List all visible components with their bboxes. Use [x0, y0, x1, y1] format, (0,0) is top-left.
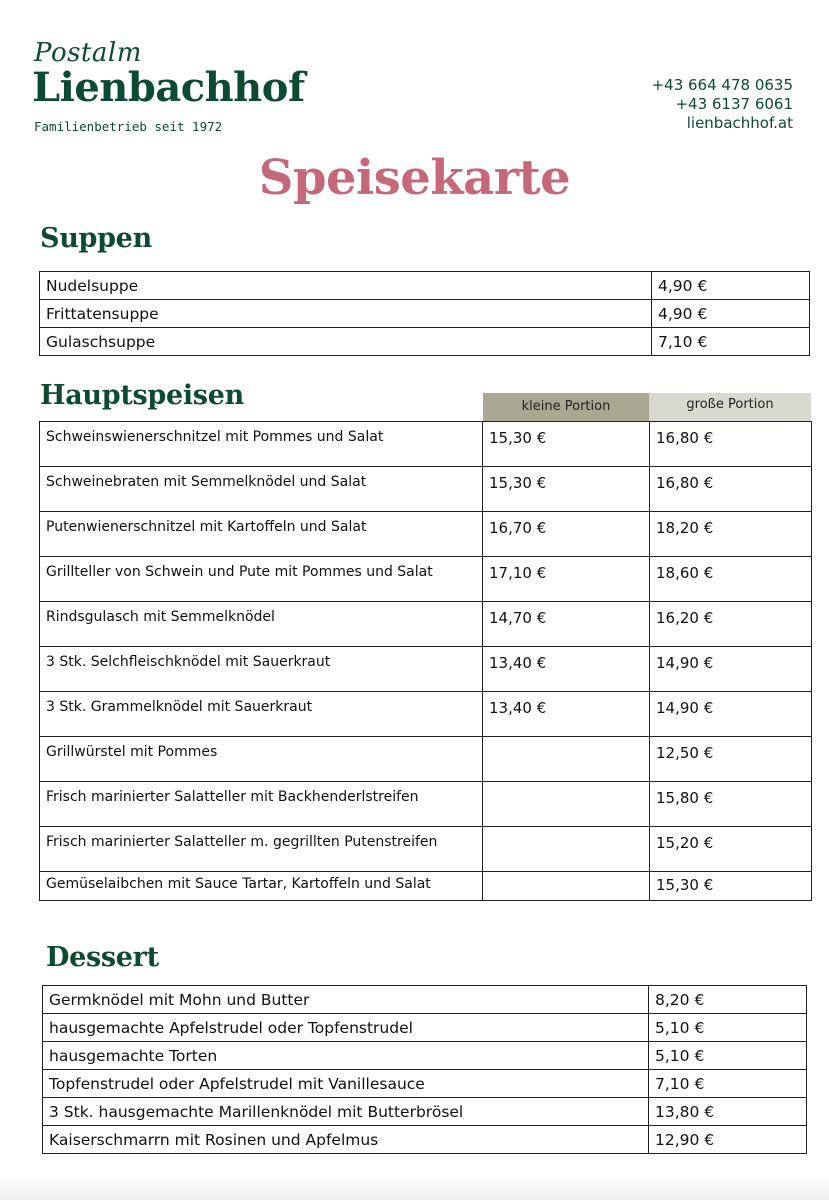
menu-row — [40, 872, 812, 901]
large-portion-price: 18,60 € — [650, 557, 812, 602]
menu-row — [40, 328, 810, 356]
small-portion-price — [483, 827, 650, 872]
hauptspeisen-table — [39, 421, 812, 901]
small-portion-price: 15,30 € — [483, 422, 650, 467]
dish-price: 7,10 € — [652, 328, 810, 356]
small-portion-price — [483, 782, 650, 827]
small-portion-price: 13,40 € — [483, 692, 650, 737]
dessert-table-body — [43, 986, 807, 1154]
dish-name: Gemüselaibchen mit Sauce Tartar, Kartoffeln und Salat — [40, 872, 483, 901]
contact-phone-mobile: +43 664 478 0635 — [651, 76, 793, 94]
menu-row — [40, 467, 812, 512]
large-portion-price: 15,20 € — [650, 827, 812, 872]
section-heading-dessert: Dessert — [46, 942, 159, 973]
dish-name: Putenwienerschnitzel mit Kartoffeln und Salat — [40, 512, 483, 557]
dish-name: Germknödel mit Mohn und Butter — [43, 986, 649, 1014]
menu-row — [40, 782, 812, 827]
page-bottom-edge — [0, 1174, 829, 1200]
small-portion-price: 15,30 € — [483, 467, 650, 512]
suppen-table — [39, 271, 810, 356]
large-portion-price: 18,20 € — [650, 512, 812, 557]
menu-row — [40, 827, 812, 872]
dish-name: Grillwürstel mit Pommes — [40, 737, 483, 782]
dish-name: hausgemachte Apfelstrudel oder Topfenstrudel — [43, 1014, 649, 1042]
small-portion-price: 16,70 € — [483, 512, 650, 557]
menu-row — [43, 1126, 807, 1154]
section-heading-suppen: Suppen — [40, 223, 152, 254]
menu-row — [43, 1014, 807, 1042]
large-portion-price: 16,20 € — [650, 602, 812, 647]
page-title: Speisekarte — [258, 150, 571, 206]
menu-row — [40, 557, 812, 602]
dish-name: 3 Stk. hausgemachte Marillenknödel mit Butterbrösel — [43, 1098, 649, 1126]
brand-script-name: Postalm — [34, 38, 142, 68]
dish-price: 5,10 € — [649, 1042, 807, 1070]
menu-row — [40, 512, 812, 557]
menu-row — [40, 272, 810, 300]
column-header-small-portion: kleine Portion — [483, 393, 649, 421]
dish-name: Grillteller von Schwein und Pute mit Pommes und Salat — [40, 557, 483, 602]
dish-name: Frittatensuppe — [40, 300, 652, 328]
contact-phone-landline: +43 6137 6061 — [675, 95, 793, 113]
menu-row — [40, 422, 812, 467]
large-portion-price: 16,80 € — [650, 422, 812, 467]
large-portion-price: 15,30 € — [650, 872, 812, 901]
small-portion-price — [483, 872, 650, 901]
menu-row — [43, 1098, 807, 1126]
dish-price: 5,10 € — [649, 1014, 807, 1042]
dessert-table — [42, 985, 807, 1154]
large-portion-price: 16,80 € — [650, 467, 812, 512]
small-portion-price: 14,70 € — [483, 602, 650, 647]
dish-name: Gulaschsuppe — [40, 328, 652, 356]
section-heading-hauptspeisen: Hauptspeisen — [40, 380, 244, 411]
dish-name: Schweinswienerschnitzel mit Pommes und Salat — [40, 422, 483, 467]
small-portion-price — [483, 737, 650, 782]
dish-price: 7,10 € — [649, 1070, 807, 1098]
suppen-table-body — [40, 272, 810, 356]
brand-logo-name: Lienbachhof — [32, 64, 305, 111]
menu-row — [40, 737, 812, 782]
dish-name: 3 Stk. Grammelknödel mit Sauerkraut — [40, 692, 483, 737]
menu-row — [43, 1070, 807, 1098]
hauptspeisen-table-body — [40, 422, 812, 901]
menu-row — [43, 1042, 807, 1070]
dish-name: Frisch marinierter Salatteller m. gegrillten Putenstreifen — [40, 827, 483, 872]
column-header-large-portion: große Portion — [649, 393, 811, 421]
dish-name: Schweinebraten mit Semmelknödel und Salat — [40, 467, 483, 512]
large-portion-price: 14,90 € — [650, 647, 812, 692]
contact-website: lienbachhof.at — [686, 114, 793, 132]
dish-price: 4,90 € — [652, 272, 810, 300]
dish-name: Nudelsuppe — [40, 272, 652, 300]
dish-name: Rindsgulasch mit Semmelknödel — [40, 602, 483, 647]
large-portion-price: 12,50 € — [650, 737, 812, 782]
menu-row — [43, 986, 807, 1014]
contact-block — [652, 76, 793, 133]
brand-tagline: Familienbetrieb seit 1972 — [34, 119, 223, 134]
menu-row — [40, 647, 812, 692]
menu-row — [40, 602, 812, 647]
dish-price: 12,90 € — [649, 1126, 807, 1154]
small-portion-price: 13,40 € — [483, 647, 650, 692]
large-portion-price: 15,80 € — [650, 782, 812, 827]
dish-price: 8,20 € — [649, 986, 807, 1014]
large-portion-price: 14,90 € — [650, 692, 812, 737]
dish-name: 3 Stk. Selchfleischknödel mit Sauerkraut — [40, 647, 483, 692]
dish-name: Frisch marinierter Salatteller mit Backhenderlstreifen — [40, 782, 483, 827]
menu-row — [40, 692, 812, 737]
dish-name: Topfenstrudel oder Apfelstrudel mit Vanillesauce — [43, 1070, 649, 1098]
menu-row — [40, 300, 810, 328]
dish-name: Kaiserschmarrn mit Rosinen und Apfelmus — [43, 1126, 649, 1154]
dish-name: hausgemachte Torten — [43, 1042, 649, 1070]
dish-price: 13,80 € — [649, 1098, 807, 1126]
dish-price: 4,90 € — [652, 300, 810, 328]
small-portion-price: 17,10 € — [483, 557, 650, 602]
